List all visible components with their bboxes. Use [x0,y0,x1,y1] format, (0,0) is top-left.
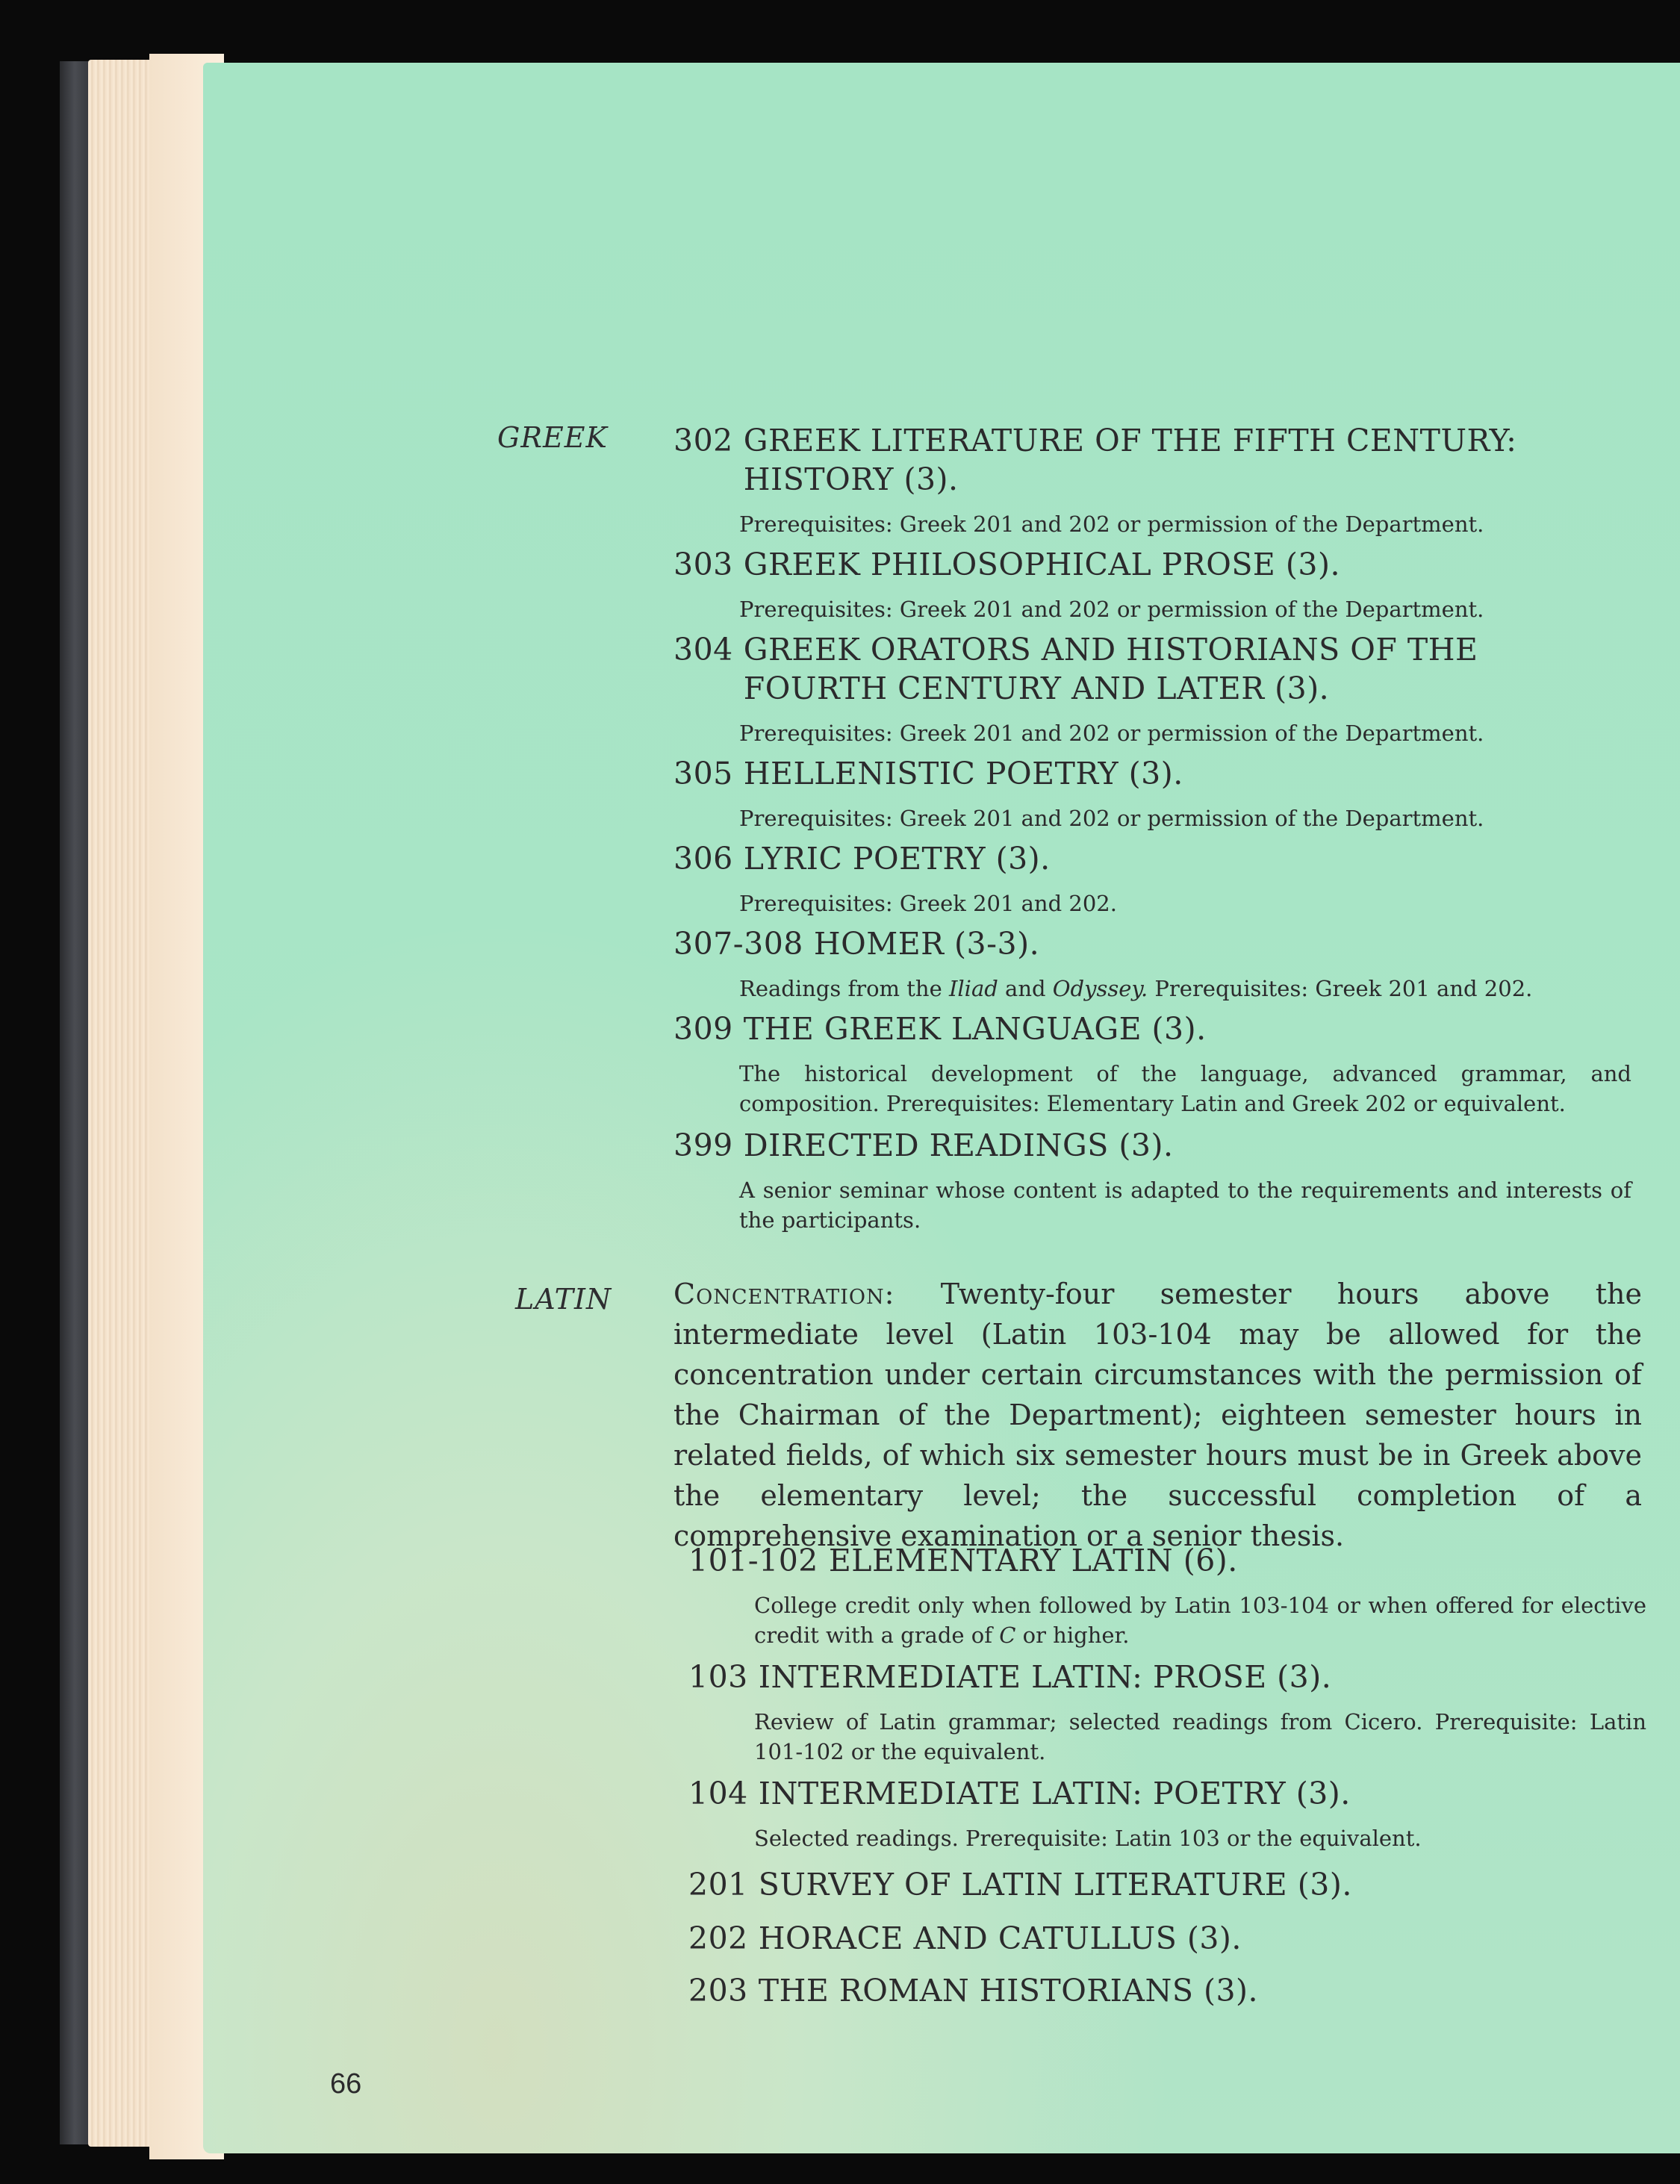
course-latin-101-102 [688,1541,1659,1650]
course-number: 203 [688,1973,748,2009]
concentration-text: Twenty-four semester hours above the intermediate level (Latin 103-104 may be allowed for the concentration under certain circumstances with the permission of the Chairman of the Department); eighteen semester hours in related fields, of which six semester hours must be in Greek above the elementary level; the successful completion of a comprehensive examination or a senior thesis. [673,1278,1642,1552]
course-title: INTERMEDIATE LATIN: PROSE (3). [758,1659,1332,1695]
course-greek-309 [673,1009,1644,1119]
course-greek-303 [673,545,1644,624]
course-title: HORACE AND CATULLUS (3). [758,1920,1242,1956]
course-number: 305 [673,756,733,791]
course-heading [673,839,1644,878]
course-description: A senior seminar whose content is adapted to the requirements and interests of the participants. [739,1177,1631,1233]
course-number: 309 [673,1011,733,1047]
course-description [754,1590,1646,1650]
course-number: 101-102 [688,1543,818,1578]
course-title: INTERMEDIATE LATIN: POETRY (3). [758,1776,1351,1811]
course-number: 103 [688,1659,748,1695]
course-heading [673,421,1644,499]
course-greek-305 [673,754,1644,833]
desc-text: Readings from the [739,976,949,1001]
desc-text: Prerequisites: Greek 201 and 202. [1148,976,1533,1001]
course-title: GREEK ORATORS AND HISTORIANS OF THE FOURTH CENTURY AND LATER (3). [743,632,1478,706]
desc-text: and [998,976,1053,1001]
course-heading [688,1919,1659,1958]
desc-italic-grade: C [999,1623,1016,1648]
course-heading [673,545,1644,584]
latin-concentration [673,1274,1642,1556]
course-number: 202 [688,1920,748,1956]
course-heading [688,1774,1659,1813]
section-label-greek: GREEK [497,421,608,454]
section-label-latin: LATIN [515,1283,612,1316]
desc-text: College credit only when followed by Latin 103-104 or when offered for elective credit with a grade of [754,1593,1646,1648]
course-number: 306 [673,841,733,877]
course-heading [673,754,1644,793]
course-number: 302 [673,423,733,458]
course-heading [688,1658,1659,1696]
course-latin-104 [688,1774,1659,1853]
course-number: 104 [688,1776,748,1811]
course-title: DIRECTED READINGS (3). [743,1127,1174,1163]
course-number: 304 [673,632,733,668]
course-number: 201 [688,1867,748,1903]
course-latin-202 [688,1919,1659,1958]
course-greek-306 [673,839,1644,918]
course-heading [688,1971,1659,2010]
course-greek-302 [673,421,1644,539]
course-title: HELLENISTIC POETRY (3). [743,756,1183,791]
course-greek-399 [673,1126,1644,1235]
course-description: Prerequisites: Greek 201 and 202. [739,891,1117,916]
concentration-label: Concentration: [673,1278,895,1310]
course-latin-103 [688,1658,1659,1767]
course-latin-201 [688,1865,1659,1904]
course-description: Selected readings. Prerequisite: Latin 103 or the equivalent. [754,1826,1422,1851]
course-title: THE ROMAN HISTORIANS (3). [758,1973,1259,2009]
course-number: 399 [673,1127,733,1163]
course-title: GREEK LITERATURE OF THE FIFTH CENTURY: HISTORY (3). [743,423,1517,497]
course-description: Prerequisites: Greek 201 and 202 or permission of the Department. [739,806,1484,831]
course-description: Prerequisites: Greek 201 and 202 or permission of the Department. [739,721,1484,746]
desc-text: or higher. [1015,1623,1130,1648]
course-title: ELEMENTARY LATIN (6). [828,1543,1238,1578]
course-title: LYRIC POETRY (3). [743,841,1051,877]
page-content [203,63,1680,2153]
course-heading [673,924,1644,963]
course-title: GREEK PHILOSOPHICAL PROSE (3). [743,547,1340,582]
course-title: THE GREEK LANGUAGE (3). [743,1011,1207,1047]
course-description: Prerequisites: Greek 201 and 202 or permission of the Department. [739,511,1484,537]
course-description: Prerequisites: Greek 201 and 202 or permission of the Department. [739,597,1484,622]
course-heading [688,1865,1659,1904]
course-description: Review of Latin grammar; selected readings from Cicero. Prerequisite: Latin 101-102 or the equivalent. [754,1709,1646,1764]
page-number: 66 [330,2068,362,2100]
course-heading [673,1126,1644,1165]
course-latin-203 [688,1971,1659,2010]
course-number: 303 [673,547,733,582]
course-heading [673,630,1644,708]
course-heading [688,1541,1659,1580]
course-description [739,974,1631,1004]
course-title: SURVEY OF LATIN LITERATURE (3). [758,1867,1352,1903]
desc-italic-iliad: Iliad [948,976,998,1001]
course-heading [673,1009,1644,1048]
course-greek-307-308 [673,924,1644,1004]
course-greek-304 [673,630,1644,748]
course-number: 307-308 [673,926,803,962]
desc-italic-odyssey: Odyssey. [1052,976,1148,1001]
course-description: The historical development of the language, advanced grammar, and composition. Prerequisites: Elementary Latin and Greek 202 or equivalent. [739,1061,1631,1116]
catalog-page [203,63,1680,2153]
course-title: HOMER (3-3). [813,926,1040,962]
